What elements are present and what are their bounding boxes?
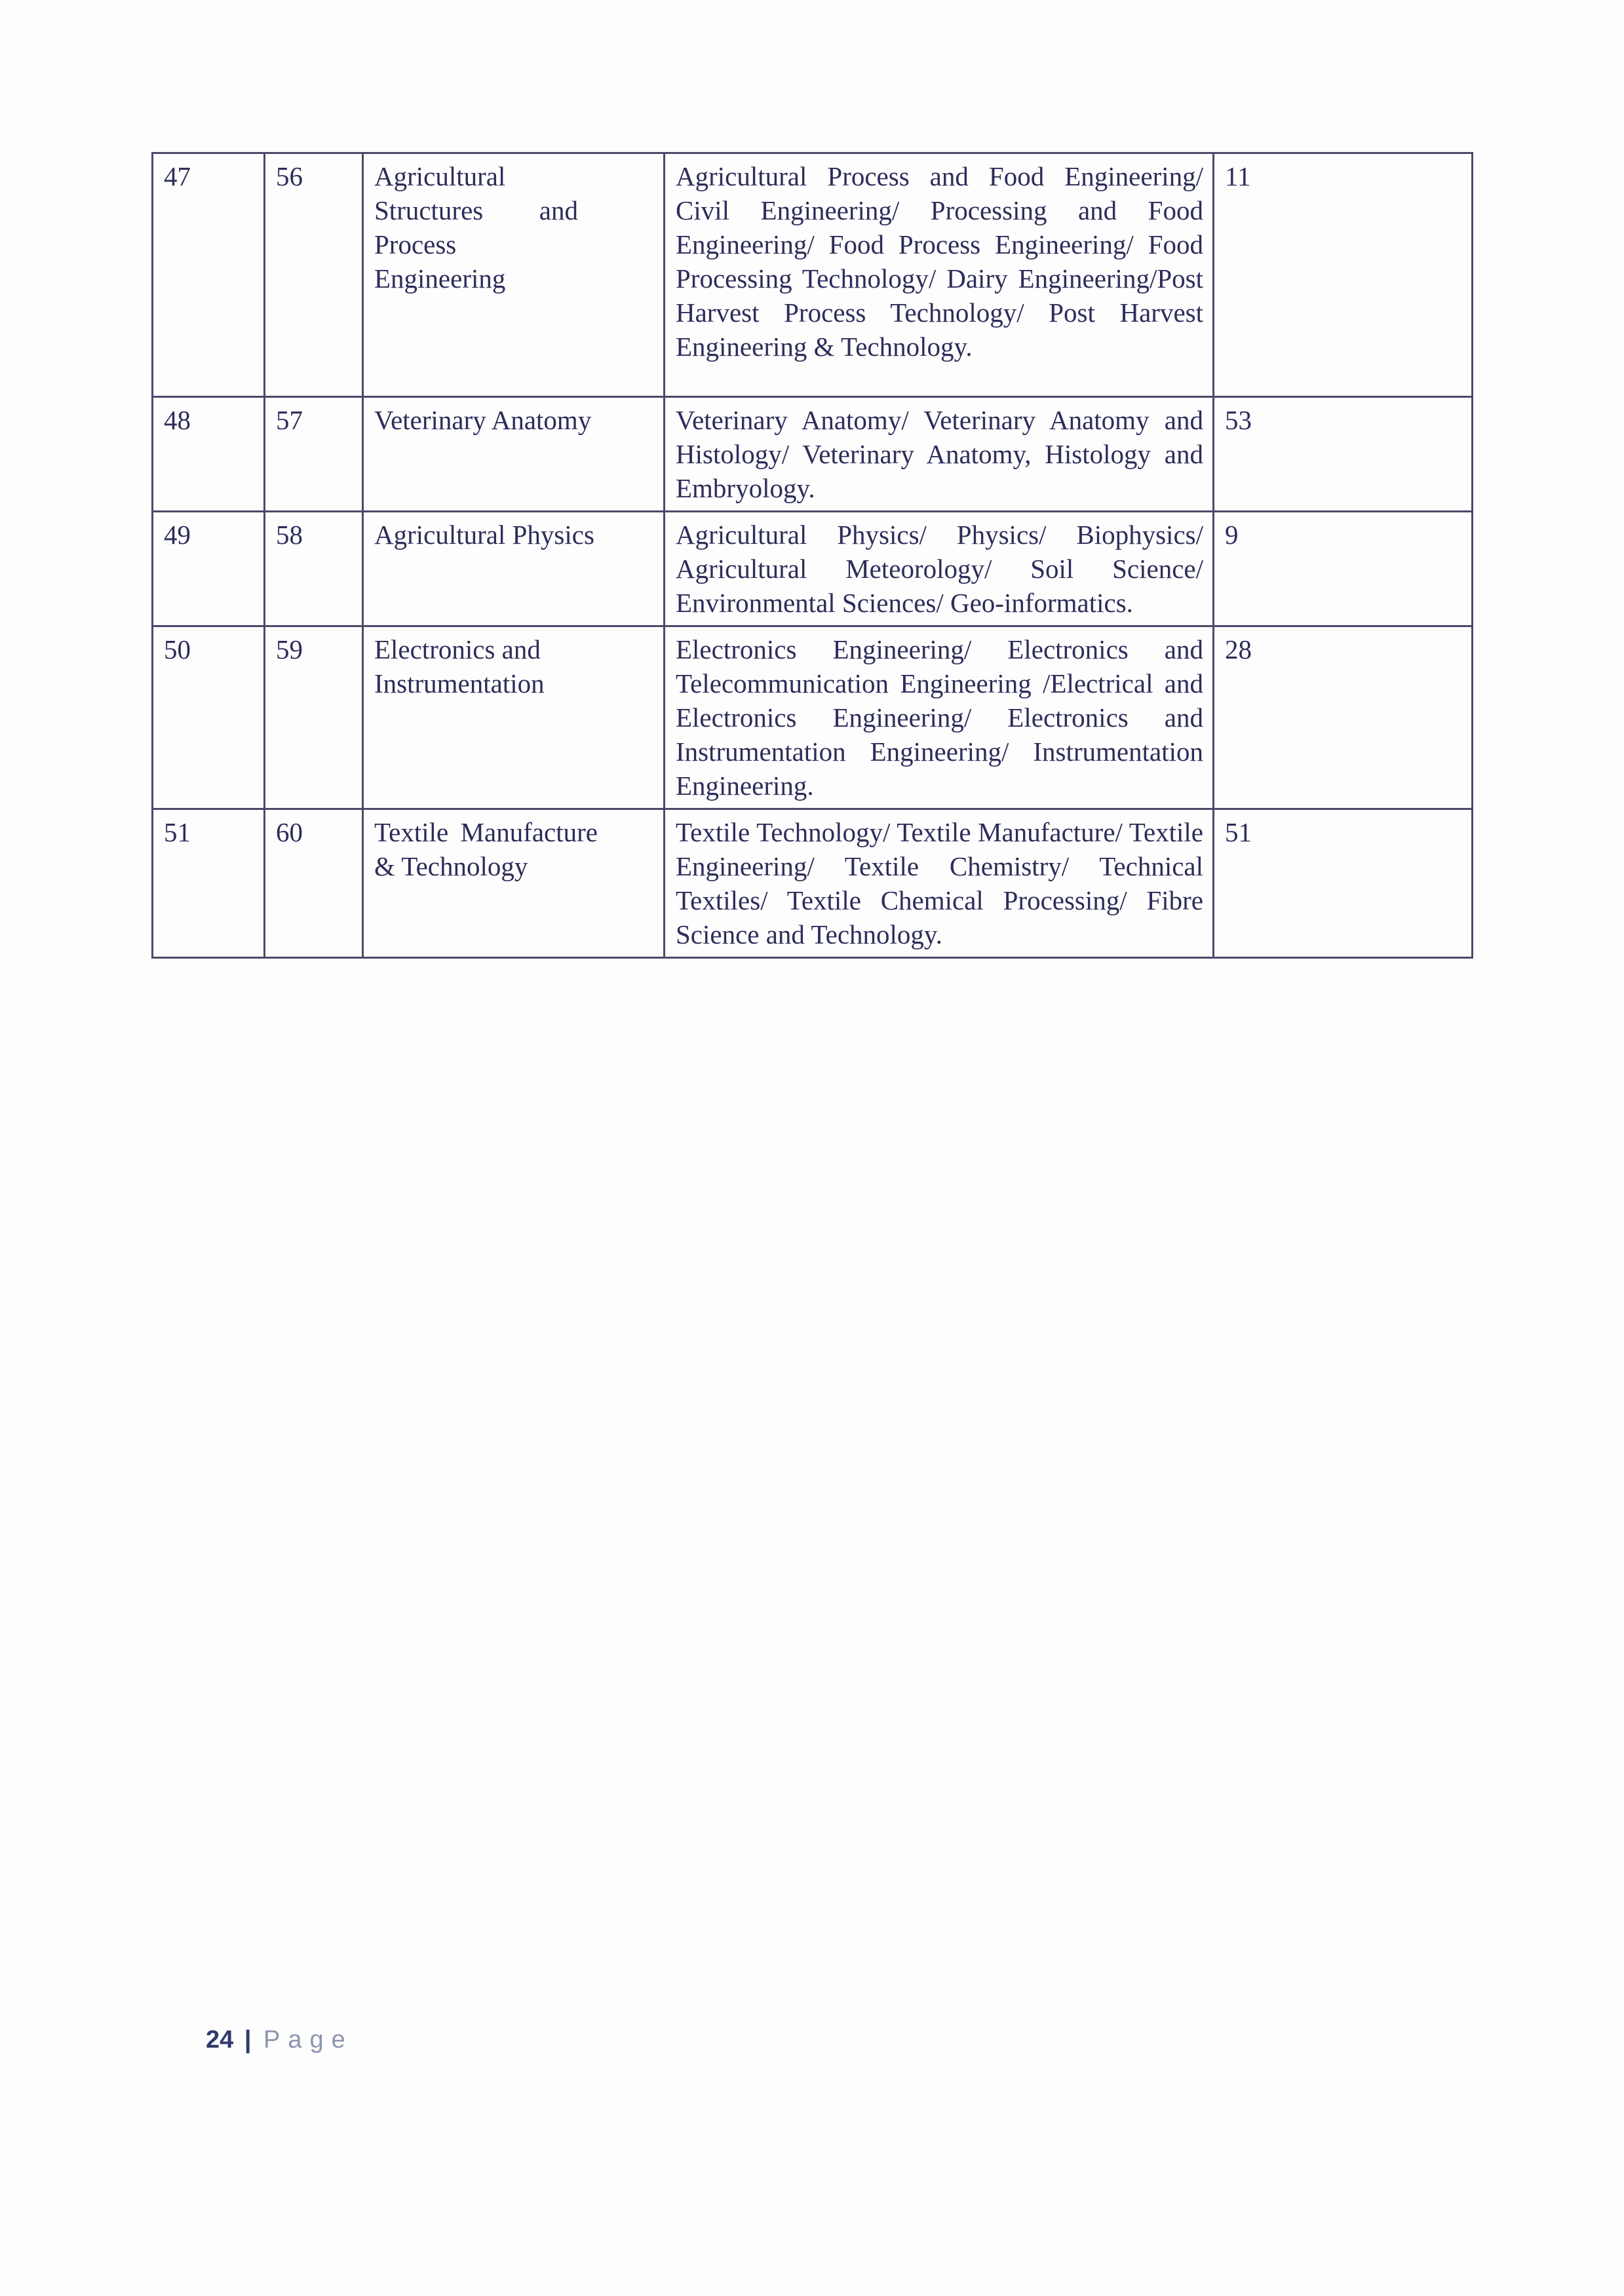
table-row [153,397,1473,512]
table-row [153,809,1473,958]
serial-number-cell: 47 [153,153,265,397]
subject-cell: Agricultural Physics [363,512,665,626]
qualification-cell: Veterinary Anatomy/ Veterinary Anatomy and Histology/ Veterinary Anatomy, Histology and Embryology. [665,397,1214,512]
qualification-cell: Textile Technology/ Textile Manufacture/ Textile Engineering/ Textile Chemistry/ Technical Textiles/ Textile Chemical Processing/ Fibre Science and Technology. [665,809,1214,958]
subject-code-cell: 56 [265,153,363,397]
subject-table [151,152,1473,959]
vacancies-cell: 11 [1214,153,1473,397]
subject-code-cell: 60 [265,809,363,958]
vacancies-cell: 51 [1214,809,1473,958]
qualification-cell: Electronics Engineering/ Electronics and Telecommunication Engineering /Electrical and Electronics Engineering/ Electronics and Instrumentation Engineering/ Instrumentation Engineering. [665,626,1214,809]
serial-number-cell: 49 [153,512,265,626]
subject-code-cell: 58 [265,512,363,626]
serial-number-cell: 50 [153,626,265,809]
subject-cell: Agricultural Structures and Process Engineering [363,153,665,397]
page-separator: | [244,2026,252,2054]
subject-cell: Textile Manufacture & Technology [363,809,665,958]
qualification-cell: Agricultural Physics/ Physics/ Biophysics/ Agricultural Meteorology/ Soil Science/ Environmental Sciences/ Geo-informatics. [665,512,1214,626]
table-row [153,153,1473,397]
page-number: 24 [206,2026,234,2054]
subject-cell: Veterinary Anatomy [363,397,665,512]
page-word: Page [263,2026,353,2054]
subject-code-cell: 59 [265,626,363,809]
subject-cell: Electronics and Instrumentation [363,626,665,809]
serial-number-cell: 48 [153,397,265,512]
table-row [153,626,1473,809]
table-row [153,512,1473,626]
vacancies-cell: 9 [1214,512,1473,626]
serial-number-cell: 51 [153,809,265,958]
subject-code-cell: 57 [265,397,363,512]
vacancies-cell: 53 [1214,397,1473,512]
page-footer [206,2026,353,2054]
vacancies-cell: 28 [1214,626,1473,809]
qualification-cell: Agricultural Process and Food Engineering/ Civil Engineering/ Processing and Food Engineering/ Food Process Engineering/ Food Processing Technology/ Dairy Engineering/Post Harvest Process Technology/ Post Harvest Engineering & Technology. [665,153,1214,397]
